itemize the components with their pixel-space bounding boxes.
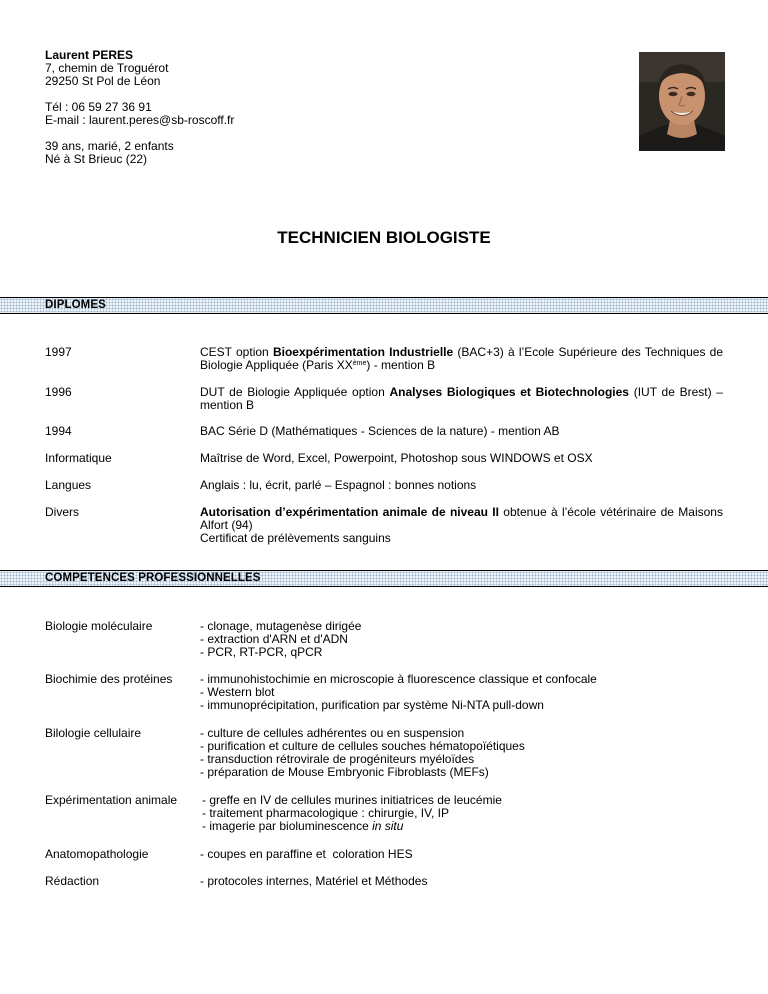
row-value — [200, 848, 723, 861]
skill-row-biochimie — [45, 673, 725, 715]
row-label: Divers — [45, 505, 80, 519]
skill-row-biologie-moleculaire — [45, 620, 725, 662]
list-item: - imagerie par bioluminescence in situ — [202, 819, 404, 833]
row-value — [200, 620, 723, 659]
row-label: Langues — [45, 478, 92, 492]
age-status: 39 ans, marié, 2 enfants — [45, 139, 174, 153]
row-label: 1994 — [45, 424, 72, 438]
section-header-diplomes — [0, 297, 768, 314]
person-name: Laurent PERES — [45, 48, 134, 62]
diploma-row-langues — [45, 479, 725, 493]
list-item: - traitement pharmacologique : chirurgie, IV, IP — [202, 806, 450, 820]
section-header-competences — [0, 570, 768, 587]
row-label: Bilologie cellulaire — [45, 726, 142, 740]
row-value: DUT de Biologie Appliquée option Analyses Biologiques et Biotechnologies (IUT de Brest) – mention B — [200, 385, 723, 412]
row-value: Anglais : lu, écrit, parlé – Espagnol : bonnes notions — [200, 478, 477, 492]
list-item: - protocoles internes, Matériel et Méthodes — [200, 874, 428, 888]
section-title-competences: COMPETENCES PROFESSIONNELLES — [45, 572, 261, 584]
row-value — [200, 727, 723, 779]
phone-number: Tél : 06 59 27 36 91 — [45, 100, 152, 114]
skill-row-anatomopathologie — [45, 848, 725, 862]
portrait-image — [639, 52, 725, 151]
birth-place: Né à St Brieuc (22) — [45, 152, 148, 166]
row-value — [200, 673, 723, 712]
row-label: Biologie moléculaire — [45, 619, 153, 633]
row-label: 1997 — [45, 345, 72, 359]
list-item: - greffe en IV de cellules murines initiatrices de leucémie — [202, 793, 502, 807]
address-street: 7, chemin de Troguérot — [45, 61, 169, 75]
diploma-row-1997 — [45, 346, 725, 376]
row-label: Rédaction — [45, 874, 100, 888]
list-item: - culture de cellules adhérentes ou en suspension — [200, 726, 465, 740]
diploma-row-informatique — [45, 452, 725, 466]
row-value — [202, 794, 725, 833]
list-item: - PCR, RT-PCR, qPCR — [200, 645, 323, 659]
list-item: - immunoprécipitation, purification par système Ni-NTA pull-down — [200, 698, 544, 712]
row-label: Expérimentation animale — [45, 793, 178, 807]
diploma-row-divers — [45, 506, 725, 548]
diploma-row-1994 — [45, 425, 725, 439]
row-label: 1996 — [45, 385, 72, 399]
section-title-diplomes: DIPLOMES — [45, 299, 106, 311]
list-item: - clonage, mutagenèse dirigée — [200, 619, 362, 633]
list-item: - Western blot — [200, 685, 275, 699]
row-value: BAC Série D (Mathématiques - Sciences de la nature) - mention AB — [200, 424, 560, 438]
page-title: TECHNICIEN BIOLOGISTE — [277, 228, 491, 247]
skill-row-redaction — [45, 875, 725, 889]
row-value: CEST option Bioexpérimentation Industrielle (BAC+3) à l’Ecole Supérieure des Techniques de Biologie Appliquée (Paris XXème) - mention B — [200, 345, 724, 372]
row-value: Autorisation d’expérimentation animale de niveau II obtenue à l’école vétérinaire de Maisons Alfort (94) Certificat de prélèvements sanguins — [200, 505, 723, 545]
list-item: - transduction rétrovirale de progéniteurs myéloïdes — [200, 752, 475, 766]
address-city: 29250 St Pol de Léon — [45, 74, 161, 88]
row-value — [200, 875, 723, 888]
contact-block — [45, 49, 545, 166]
diploma-row-1996 — [45, 386, 725, 416]
skill-row-experimentation-animale — [45, 794, 725, 836]
list-item: - coupes en paraffine et coloration HES — [200, 847, 413, 861]
row-label: Anatomopathologie — [45, 847, 149, 861]
list-item: - immunohistochimie en microscopie à fluorescence classique et confocale — [200, 672, 597, 686]
row-label: Biochimie des protéines — [45, 672, 173, 686]
list-item: - purification et culture de cellules souches hématopoïétiques — [200, 739, 525, 753]
profile-photo — [639, 52, 725, 151]
list-item: - extraction d'ARN et d'ADN — [200, 632, 348, 646]
row-label: Informatique — [45, 451, 112, 465]
row-value: Maîtrise de Word, Excel, Powerpoint, Photoshop sous WINDOWS et OSX — [200, 451, 593, 465]
skill-row-biologie-cellulaire — [45, 727, 725, 782]
email-address: E-mail : laurent.peres@sb-roscoff.fr — [45, 113, 235, 127]
list-item: - préparation de Mouse Embryonic Fibroblasts (MEFs) — [200, 765, 489, 779]
